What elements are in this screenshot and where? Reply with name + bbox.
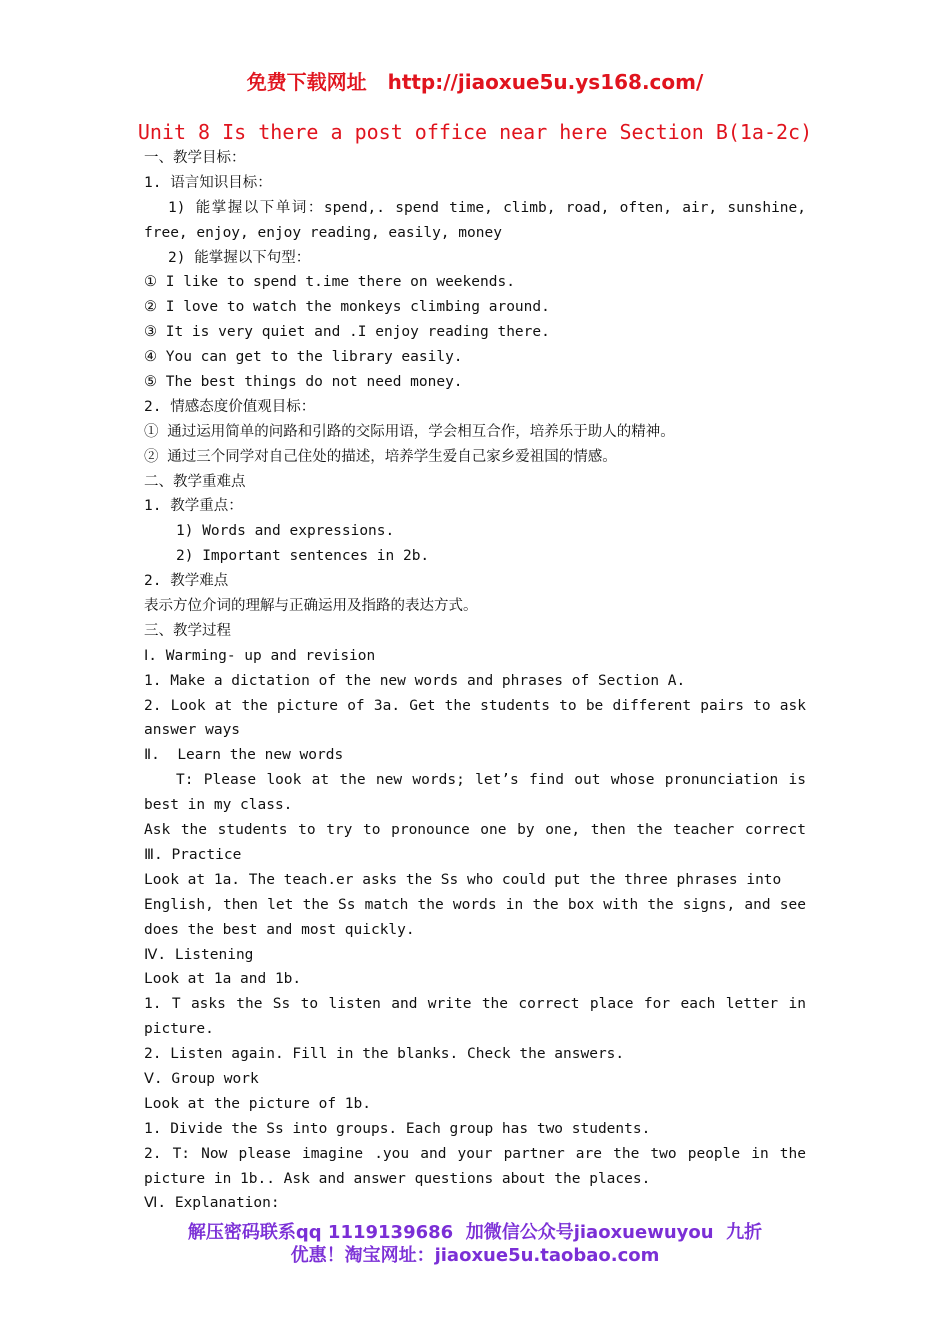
text-line: ② I love to watch the monkeys climbing around.	[144, 299, 550, 316]
text-line: 1. Divide the Ss into groups. Each group has two students.	[144, 1120, 651, 1137]
text-line: Look at 1a and 1b.	[144, 971, 302, 988]
text-line: 1) 能掌握以下单词：spend,. spend time, climb, road, often, air, sunshine,	[168, 199, 806, 216]
text-line: Ⅱ. Learn the new words	[144, 747, 344, 764]
footer-shop-line: 优惠！淘宝网址：jiaoxue5u.taobao.com	[290, 1245, 660, 1266]
text-line: 2) 能掌握以下句型：	[168, 249, 311, 266]
text-line: Ⅵ. Explanation:	[144, 1195, 280, 1212]
text-line: picture in 1b.. Ask and answer questions about the places.	[144, 1170, 651, 1187]
text-line: ① 通过运用简单的问路和引路的交际用语，学会相互合作，培养乐于助人的精神。	[144, 423, 675, 440]
text-line: 2. Look at the picture of 3a. Get the students to be different pairs to ask	[144, 697, 806, 714]
document-title: Unit 8 Is there a post office near here Section B(1a-2c)	[137, 120, 813, 144]
text-line: 1. Make a dictation of the new words and phrases of Section A.	[144, 672, 686, 689]
text-line: free, enjoy, enjoy reading, easily, money	[144, 224, 502, 241]
text-line: Look at 1a. The teach.er asks the Ss who could put the three phrases into	[144, 871, 782, 888]
text-line: 一、教学目标：	[144, 150, 246, 166]
text-line: ① I like to spend t.ime there on weekends.	[144, 274, 515, 291]
text-line: ③ It is very quiet and .I enjoy reading there.	[144, 324, 550, 341]
text-line: Ⅲ. Practice	[144, 846, 242, 863]
text-line: picture.	[144, 1021, 214, 1038]
text-line: ⑤ The best things do not need money.	[144, 374, 463, 391]
text-line: 1. T asks the Ss to listen and write the correct place for each letter in	[144, 996, 806, 1013]
text-line: 2. 教学难点	[144, 573, 229, 590]
text-line: 1. 教学重点：	[144, 498, 243, 515]
text-line: ② 通过三个同学对自己住处的描述，培养学生爱自己家乡爱祖国的情感。	[144, 448, 617, 465]
text-line: Ask the students to try to pronounce one by one, then the teacher correct	[144, 822, 806, 839]
text-line: 2. Listen again. Fill in the blanks. Check the answers.	[144, 1046, 625, 1063]
text-line: answer ways	[144, 722, 241, 739]
text-line: 三、教学过程	[144, 622, 231, 639]
document-body	[144, 146, 806, 1216]
text-line: Ⅴ. Group work	[144, 1070, 259, 1087]
download-url-header: 免费下载网址 http://jiaoxue5u.ys168.com/	[246, 70, 704, 94]
text-line: Ⅳ. Listening	[144, 946, 254, 963]
text-line: 二、教学重难点	[144, 473, 246, 490]
text-line: 2) Important sentences in 2b.	[176, 548, 430, 565]
text-line: 2. 情感态度价值观目标：	[144, 398, 316, 415]
footer-contact-line: 解压密码联系qq 1119139686 加微信公众号jiaoxuewuyou 九折	[187, 1222, 763, 1243]
text-line: English, then let the Ss match the words in the box with the signs, and see	[144, 896, 806, 913]
text-line: Look at the picture of 1b.	[144, 1095, 371, 1112]
text-line: 1) Words and expressions.	[176, 523, 395, 540]
text-line: best in my class.	[144, 797, 293, 814]
text-line: ④ You can get to the library easily.	[144, 349, 463, 366]
text-line: 1. 语言知识目标：	[144, 174, 272, 191]
text-line: Ⅰ. Warming- up and revision	[144, 647, 376, 664]
text-line: 表示方位介词的理解与正确运用及指路的表达方式。	[144, 598, 478, 615]
text-line: does the best and most quickly.	[144, 921, 415, 938]
text-line: 2. T: Now please imagine .you and your partner are the two people in the	[144, 1145, 806, 1162]
text-line: T: Please look at the new words; let’s find out whose pronunciation is	[176, 772, 806, 789]
